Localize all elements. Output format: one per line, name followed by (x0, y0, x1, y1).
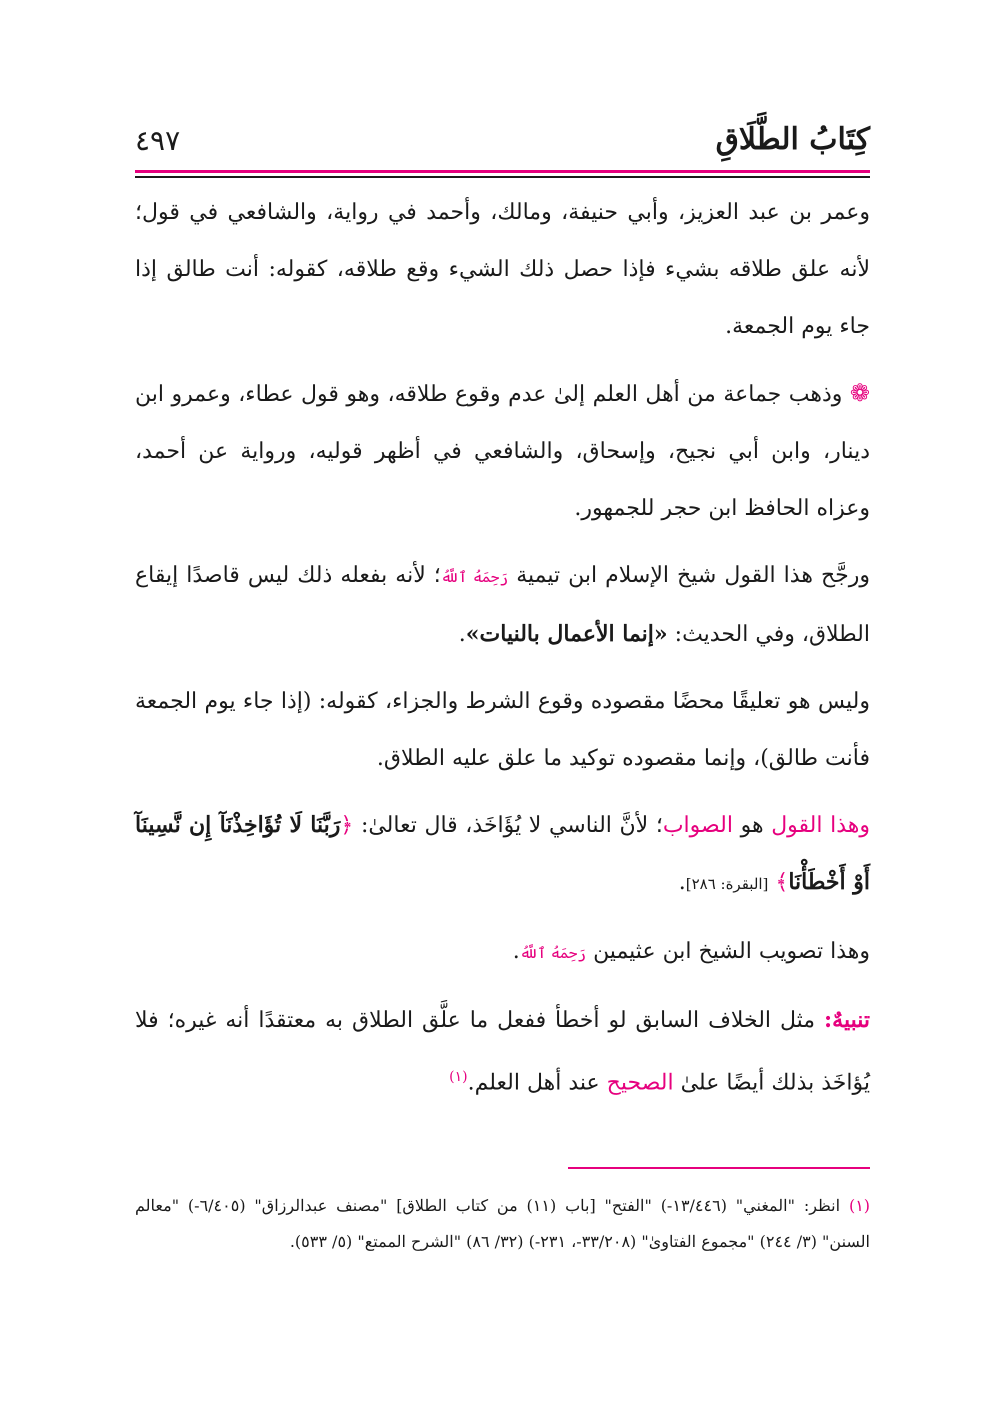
quran-verse: رَبَّنَا لَا تُؤَاخِذْنَآ إِن نَّسِينَآ أَوْ أَخْطَأْنَا (135, 812, 870, 895)
page-header (135, 122, 870, 170)
verse-bracket-close: ﴾ (775, 870, 789, 895)
paragraph-7 (135, 992, 870, 1111)
paragraph-5-end: . (678, 870, 686, 895)
paragraph-7-text-b: عند أهل العلم. (467, 1070, 600, 1096)
paragraph-3-text-b: ؛ لأنه بفعله ذلك ليس قاصدًا إيقاع الطلاق، وفي الحديث: (135, 563, 870, 647)
page-title: كِتَابُ الطَّلَاقِ (715, 122, 870, 157)
paragraph-5-text-b: ؛ لأنَّ الناسي لا يُؤَاخَذ، قال تعالىٰ: (360, 813, 663, 838)
body-text (135, 184, 870, 1111)
footnote-rule (568, 1167, 870, 1169)
paragraph-3-text-a: ورجَّح هذا القول شيخ الإسلام ابن تيمية (516, 563, 871, 588)
highlight-this-opinion: وهذا القول (771, 813, 870, 838)
paragraph-6-text: وهذا تصويب الشيخ ابن عثيمين (593, 939, 870, 964)
paragraph-3 (135, 547, 870, 663)
header-rule-pink (135, 170, 870, 173)
paragraph-7-text-a: مثل الخلاف السابق لو أخطأ ففعل ما علَّق الطلاق به معتقدًا أنه غيره؛ فلا يُؤاخَذ بذلك أيضًا علىٰ (135, 1008, 870, 1096)
highlight-correct: الصواب (662, 813, 733, 838)
paragraph-1-text: وعمر بن عبد العزيز، وأبي حنيفة، ومالك، وأحمد في رواية، والشافعي في قول؛ لأنه علق طلاقه بشيء فإذا حصل ذلك الشيء وقع طلاقه، كقوله: أنت طالق إذا جاء يوم الجمعة. (135, 200, 870, 339)
hadith-quote: «إنما الأعمال بالنيات» (465, 621, 668, 647)
highlight-sahih: الصحيح (606, 1070, 674, 1096)
paragraph-2 (135, 365, 870, 537)
paragraph-1 (135, 184, 870, 355)
paragraph-6-end: . (512, 939, 520, 964)
honorific-rahimahullah-2: رَحِمَهُ ٱللَّهُ (519, 944, 587, 962)
footnote-number: (١) (848, 1196, 871, 1215)
header-rule-dark (135, 176, 870, 178)
paragraph-2-text: وذهب جماعة من أهل العلم إلىٰ عدم وقوع طلاقه، وهو قول عطاء، وعمرو ابن دينار، وابن أبي نجيح، وإسحاق، والشافعي في أظهر قوليه، ورواية عن أحمد، وعزاه الحافظ ابن حجر للجمهور. (135, 382, 870, 521)
paragraph-5-text-a: هو (740, 813, 764, 838)
paragraph-5 (135, 797, 870, 913)
footnotes (135, 1188, 870, 1260)
page-number: ٤٩٧ (135, 124, 181, 157)
paragraph-4-text: وليس هو تعليقًا محضًا مقصوده وقوع الشرط والجزاء، كقوله: (إذا جاء يوم الجمعة فأنت طالق)، وإنما مقصوده توكيد ما علق عليه الطلاق. (135, 689, 870, 771)
honorific-rahimahullah: رَحِمَهُ ٱللَّهُ (440, 568, 509, 586)
footnote-marker[interactable]: (١) (449, 1069, 468, 1085)
paragraph-6 (135, 923, 870, 982)
verse-reference: [البقرة: ٢٨٦] (685, 875, 769, 893)
verse-bracket-open: ﴿ (340, 813, 354, 838)
paragraph-3-end: . (458, 622, 466, 647)
note-heading: تنبيهٌ: (824, 1007, 870, 1033)
paragraph-4 (135, 673, 870, 787)
flower-ornament-icon: ❁ (849, 379, 870, 407)
footnote-text: انظر: "المغني" (١٣/٤٤٦-) "الفتح" [باب (١١) من كتاب الطلاق] "مصنف عبدالرزاق" (٦/٤٠٥-) "معالم السنن" (٣/ ٢٤٤) "مجموع الفتاوىٰ" (٣٣/٢٠٨-، ٢٣١-) (٣٢/ ٨٦) "الشرح الممتع" (٥/ ٥٣٣). (135, 1196, 870, 1251)
